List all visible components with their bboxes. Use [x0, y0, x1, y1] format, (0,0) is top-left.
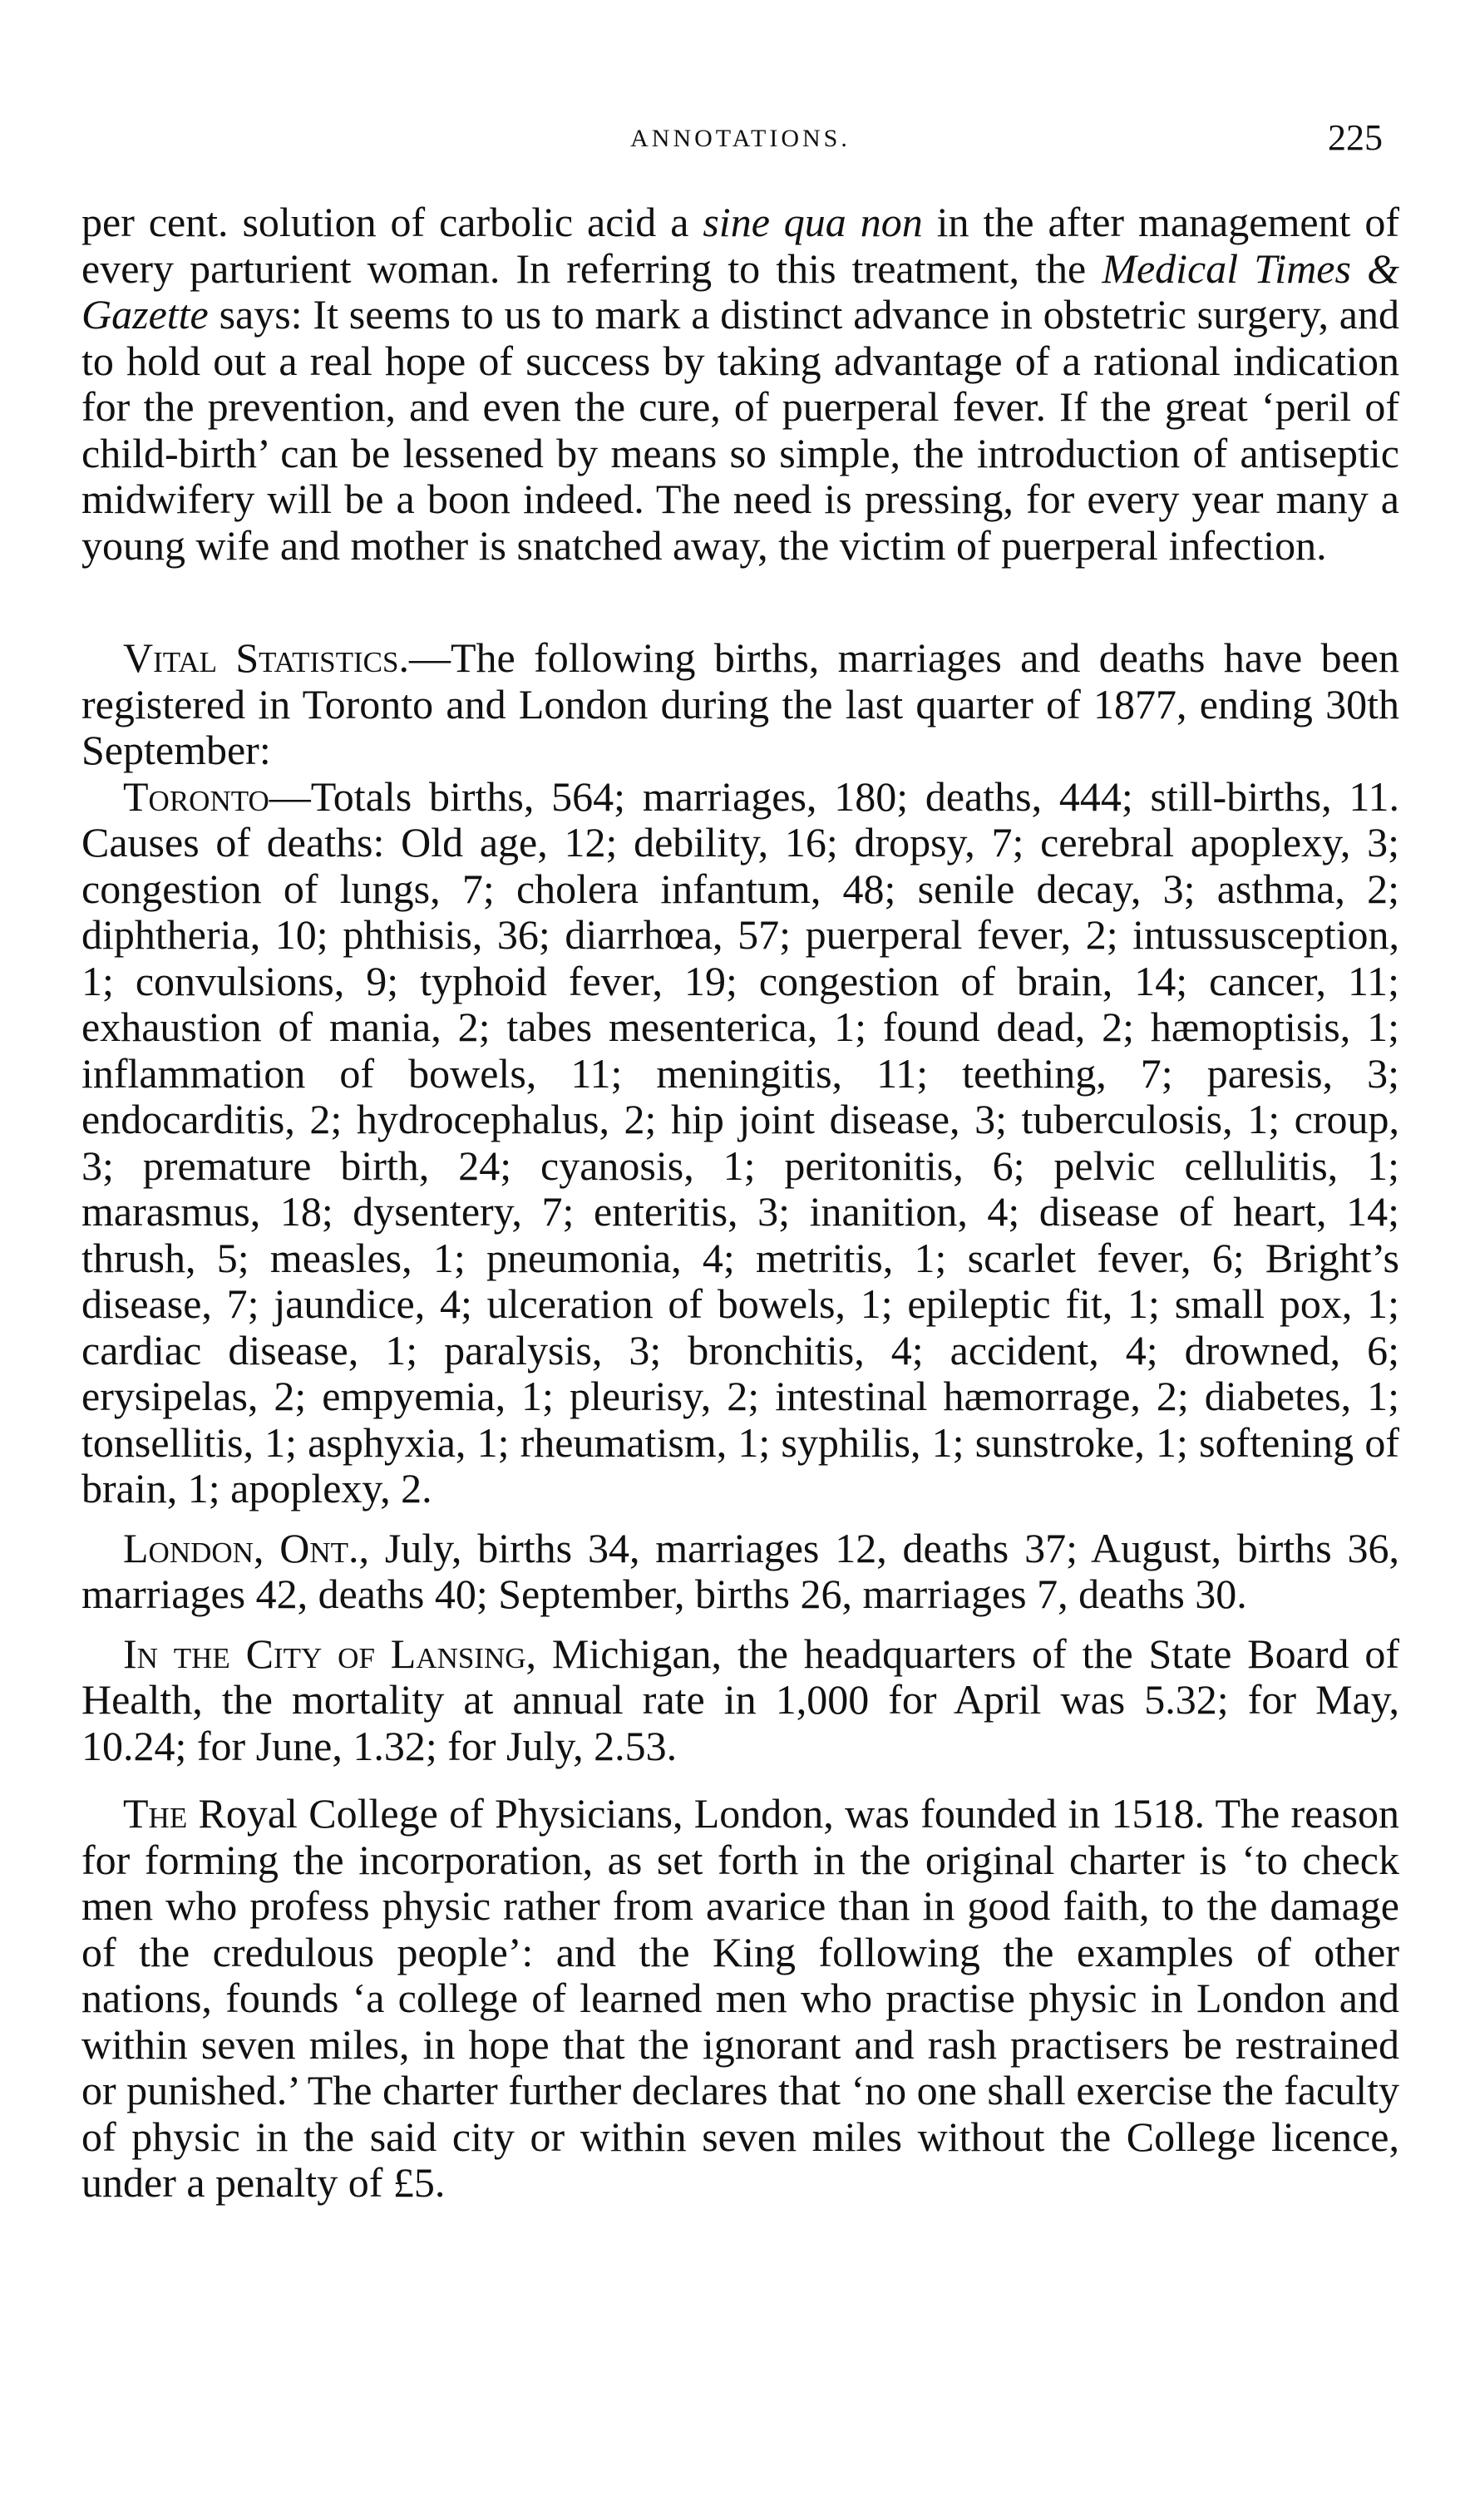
- paragraph-royal-college: [81, 1791, 1399, 2207]
- text-run: , Michigan, the headquarters of the State Board of Health, the mortality at annual rate in 1,000 for April was 5.32; for May, 10.24; for June, 1.32; for July, 2.53.: [81, 1630, 1399, 1769]
- paragraph-antiseptic-midwifery: [81, 200, 1399, 569]
- text-run: —Totals births, 564; marriages, 180; deaths, 444; still-births, 11. Causes of deaths: Old age, 12; debility, 16; dropsy, 7; cerebral apoplexy, 3; congestion of lungs, 7; cholera infantum, 48; senile decay, 3; asthma, 2; diphtheria, 10; phthisis, 36; diarrhœa, 57; puerperal fever, 2; intussusception, 1; convulsions, 9; typhoid fever, 19; congestion of brain, 14; cancer, 11; exhaustion of mania, 2; tabes mesenterica, 1; found dead, 2; hæmoptisis, 1; inflammation of bowels, 11; meningitis, 11; teething, 7; paresis, 3; endocarditis, 2; hydrocephalus, 2; hip joint disease, 3; tuberculosis, 1; croup, 3; premature birth, 24; cyanosis, 1; peritonitis, 6; pelvic cellulitis, 1; marasmus, 18; dysentery, 7; enteritis, 3; inanition, 4; disease of heart, 14; thrush, 5; measles, 1; pneumonia, 4; metritis, 1; scarlet fever, 6; Bright’s disease, 7; jaundice, 4; ulceration of bowels, 1; epileptic fit, 1; small pox, 1; cardiac disease, 1; paralysis, 3; bronchitis, 4; accident, 4; drowned, 6; erysipelas, 2; empyemia, 1; pleurisy, 2; intestinal hæmorrage, 2; diabetes, 1; tonsellitis, 1; asphyxia, 1; rheumatism, 1; syphilis, 1; sunstroke, 1; softening of brain, 1; apoplexy, 2.: [81, 772, 1399, 1512]
- text-run: per cent. solution of carbolic acid a: [81, 199, 703, 245]
- running-title: ANNOTATIONS.: [630, 125, 851, 152]
- running-head: [81, 116, 1399, 166]
- latin-phrase: sine qua non: [703, 199, 923, 245]
- section-heading: London, Ont.: [123, 1524, 359, 1571]
- journal-title: Medical Times & Gazette: [81, 244, 1399, 338]
- text-run: , July, births 34, marriages 12, deaths 37; August, births 36, marriages 42, deaths 40; September, births 26, marriages 7, deaths 30.: [81, 1524, 1399, 1617]
- text-run: says: It seems to us to mark a distinct advance in obstetric surgery, and to hold out a real hope of success by taking advantage of a rational indication for the prevention, and even the cure, of puerperal fever. If the great ‘peril of child-birth’ can be lessened by means so simple, the introduction of antiseptic midwifery will be a boon indeed. The need is pressing, for every year many a young wife and mother is snatched away, the victim of puerperal infection.: [81, 291, 1399, 569]
- page-number: 225: [1328, 117, 1383, 158]
- page: [81, 116, 1399, 2207]
- section-heading: Vital Statistics.: [123, 634, 409, 681]
- paragraph-lansing: [81, 1631, 1399, 1770]
- section-heading: In the City of Lansing: [123, 1630, 526, 1677]
- text-run: in the after management of every parturient woman. In referring to this treatment, the: [81, 199, 1399, 292]
- text-run: —The following births, marriages and deaths have been registered in Toronto and London during the last quarter of 1877, ending 30th September:: [81, 634, 1399, 773]
- section-heading: The: [123, 1790, 188, 1837]
- paragraph-london-ont: [81, 1526, 1399, 1618]
- paragraph-toronto: [81, 774, 1399, 1512]
- section-heading: Toronto: [123, 772, 269, 820]
- paragraph-vital-statistics: [81, 635, 1399, 774]
- text-run: Royal College of Physicians, London, was founded in 1518. The reason for forming the incorporation, as set forth in the original charter is ‘to check men who profess physic rather from avarice than in good faith, to the damage of the credulous people’: and the King following the examples of other nations, founds ‘a college of learned men who practise physic in London and within seven miles, in hope that the ignorant and rash practisers be restrained or punished.’ The charter further declares that ‘no one shall exercise the faculty of physic in the said city or within seven miles without the College licence, under a penalty of £5.: [81, 1790, 1399, 2206]
